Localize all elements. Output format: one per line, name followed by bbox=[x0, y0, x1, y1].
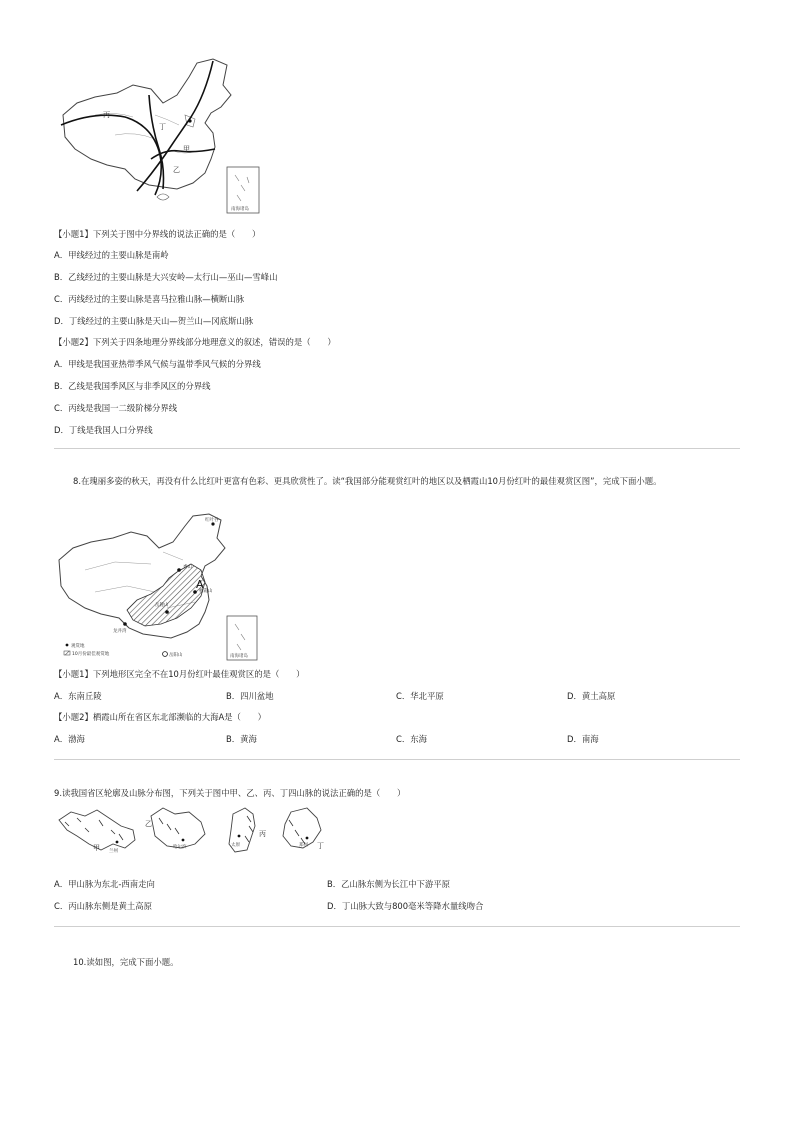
q8-sub1-option-d[interactable]: D．黄土高原 bbox=[567, 691, 616, 701]
q9-city-0: 兰州 bbox=[109, 849, 118, 854]
q9-label-yi: 乙 bbox=[145, 820, 152, 828]
map1-label-jia: 甲 bbox=[183, 145, 190, 153]
q9-city-2: 太原 bbox=[231, 843, 240, 848]
q8-sub2-question: 【小题2】栖霞山所在省区东北部濒临的大海A是（ ） bbox=[54, 712, 267, 722]
q8-sub2-option-b[interactable]: B．黄海 bbox=[226, 734, 257, 744]
section-a-sub2-question: 【小题2】下列关于四条地理分界线部分地理意义的叙述，错误的是（ ） bbox=[54, 337, 336, 347]
section-a-sub1-option-c[interactable]: C．丙线经过的主要山脉是喜马拉雅山脉—横断山脉 bbox=[54, 294, 245, 304]
section-a-sub2-option-d[interactable]: D．丁线是我国人口分界线 bbox=[54, 425, 153, 435]
q8-sub2-option-d[interactable]: D．南海 bbox=[567, 734, 599, 744]
red-leaf-viewing-map bbox=[55, 512, 270, 664]
q8-sub2-option-c[interactable]: C．东海 bbox=[396, 734, 427, 744]
q9-label-jia: 甲 bbox=[93, 844, 100, 852]
q8-sub1-option-b[interactable]: B．四川盆地 bbox=[226, 691, 274, 701]
map1-inset-caption: 南海诸岛 bbox=[231, 207, 249, 212]
section-a-sub1-option-a[interactable]: A．甲线经过的主要山脉是南岭 bbox=[54, 250, 169, 260]
q8-legend-area: 10月份最佳观赏地 bbox=[72, 652, 110, 657]
section-a-sub2-option-c[interactable]: C．丙线是我国一二级阶梯分界线 bbox=[54, 403, 178, 413]
q8-stem: 8.在瑰丽多姿的秋天，再没有什么比红叶更富有色彩、更具欣赏性了。读“我国部分能观赏红叶的地区以及栖霞山10月份红叶的最佳观赏区图”，完成下面小题。 bbox=[73, 476, 662, 486]
q9-label-ding: 丁 bbox=[317, 842, 324, 850]
q9-option-a[interactable]: A．甲山脉为东北-西南走向 bbox=[54, 879, 155, 889]
q8-sub1-question: 【小题1】下列地形区完全不在10月份红叶最佳观赏区的是（ ） bbox=[54, 669, 305, 679]
divider bbox=[54, 926, 740, 927]
section-a-sub2-option-a[interactable]: A．甲线是我国亚热带季风气候与温带季风气候的分界线 bbox=[54, 359, 261, 369]
q8-place-5: 岳阳山 bbox=[169, 653, 183, 658]
q8-place-2: 岳麓山 bbox=[155, 603, 169, 608]
map1-label-bing: 丙 bbox=[103, 111, 110, 119]
section-a-sub1-option-b[interactable]: B．乙线经过的主要山脉是大兴安岭—太行山—巫山—雪峰山 bbox=[54, 272, 278, 282]
divider bbox=[54, 448, 740, 449]
q8-sub2-option-a[interactable]: A．渤海 bbox=[54, 734, 85, 744]
q9-city-1: 哈尔滨 bbox=[173, 845, 187, 850]
q8-place-3: 龙井湾 bbox=[113, 629, 127, 634]
china-boundary-lines-map bbox=[55, 55, 270, 220]
province-mountains-map bbox=[55, 804, 330, 860]
q8-place-1: 栖霞山 bbox=[199, 589, 213, 594]
map1-label-yi: 乙 bbox=[173, 166, 180, 174]
best-viewing-area bbox=[127, 564, 205, 626]
q9-option-d[interactable]: D．丁山脉大致与800毫米等降水量线吻合 bbox=[327, 901, 484, 911]
q8-sub1-option-c[interactable]: C．华北平原 bbox=[396, 691, 444, 701]
section-a-sub1-question: 【小题1】下列关于图中分界线的说法正确的是（ ） bbox=[54, 229, 261, 239]
q9-option-b[interactable]: B．乙山脉东侧为长江中下游平原 bbox=[327, 879, 450, 889]
q8-legend-point: 观赏地 bbox=[71, 644, 85, 649]
q8-label-a: A bbox=[196, 578, 204, 591]
q8-place-4: 红叶谷 bbox=[205, 518, 219, 523]
q9-label-bing: 丙 bbox=[259, 830, 266, 838]
q10-stem: 10.读如图，完成下面小题。 bbox=[73, 957, 179, 967]
q8-sub1-option-a[interactable]: A．东南丘陵 bbox=[54, 691, 102, 701]
q9-option-c[interactable]: C．丙山脉东侧是黄土高原 bbox=[54, 901, 152, 911]
section-a-sub1-option-d[interactable]: D．丁线经过的主要山脉是天山—贺兰山—冈底斯山脉 bbox=[54, 316, 254, 326]
q8-inset-caption: 南海诸岛 bbox=[230, 654, 248, 659]
q9-stem: 9.读我国省区轮廓及山脉分布图，下列关于图中甲、乙、丙、丁四山脉的说法正确的是（ ） bbox=[54, 788, 406, 798]
section-a-sub2-option-b[interactable]: B．乙线是我国季风区与非季风区的分界线 bbox=[54, 381, 211, 391]
q9-city-3: 郑州 bbox=[299, 843, 308, 848]
q8-place-0: 香山 bbox=[183, 565, 192, 570]
map1-label-ding: 丁 bbox=[159, 123, 166, 131]
divider bbox=[54, 759, 740, 760]
